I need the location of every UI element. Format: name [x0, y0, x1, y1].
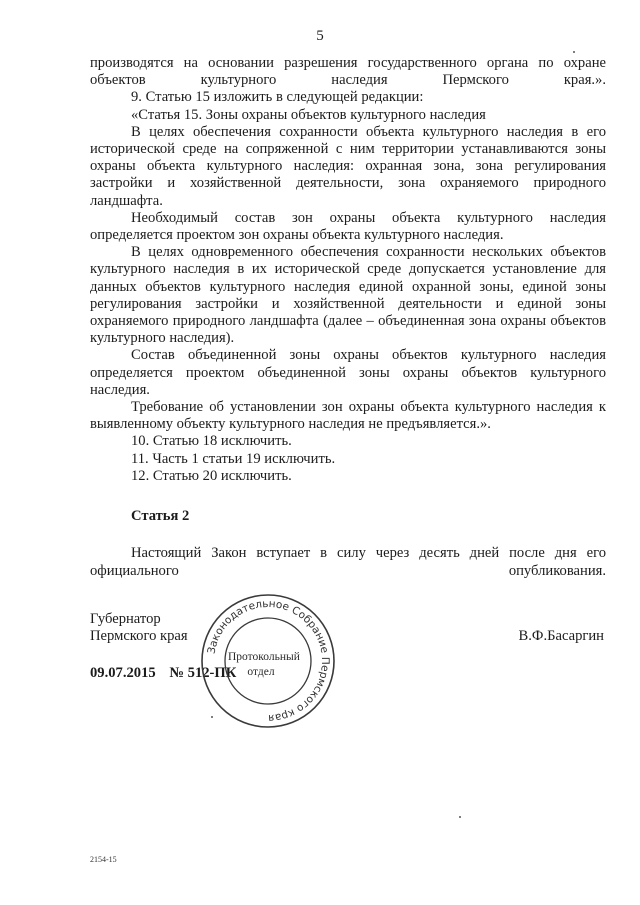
article-15-para-3: В целях одновременного обеспечения сохранности нескольких объектов культурного наследия в их исторической среде допускается установление для данных объектов культурного наследия единой охранной зоны, единой зоны регулирования застройки и хозяйственной деятельности и единой зоны охраняемого природного ландшафта (далее – объединенная зона охраны объектов культурного наследия).: [90, 244, 606, 347]
stamp-center-text: [228, 650, 300, 680]
stamp-ring-text: Законодательное Собрание Пермского края: [205, 597, 332, 725]
scan-speck: [459, 816, 461, 818]
article-1-text: [90, 55, 606, 485]
law-date: 09.07.2015: [90, 665, 156, 681]
paragraph-item-9: 9. Статью 15 изложить в следующей редакции:: [131, 89, 424, 106]
stamp-center-line-1: Протокольный: [228, 651, 300, 663]
paragraph-item-10: 10. Статью 18 исключить.: [131, 433, 292, 450]
page-number: 5: [316, 28, 324, 44]
article-15-para-2: Необходимый состав зон охраны объекта культурного наследия определяется проектом зон охраны объекта культурного наследия.: [90, 209, 606, 244]
law-number: № 512-ПК: [169, 665, 237, 681]
document-reference: 2154-15: [90, 855, 117, 864]
paragraph-continuation: производятся на основании разрешения государственного органа по охране объектов культурного наследия Пермского края.».: [90, 55, 606, 89]
paragraph-item-12: 12. Статью 20 исключить.: [131, 467, 292, 484]
article-15-para-1: В целях обеспечения сохранности объекта культурного наследия в его исторической среде на сопряженной с ним территории устанавливаются зоны охраны объекта культурного наследия: охранная зона, зона регулирования застройки и хозяйственной деятельности, зона охраняемого природного ландшафта.: [90, 123, 606, 209]
article-2-heading: Статья 2: [131, 508, 190, 524]
stamp-center-line-2: отдел: [247, 666, 275, 678]
signatory-title-line-1: Губернатор: [90, 611, 161, 627]
article-2-text: [90, 544, 606, 580]
article-15-para-5: Требование об установлении зон охраны объекта культурного наследия к выявленному объекту культурного наследия не предъявляется.».: [90, 399, 606, 433]
paragraph-item-11: 11. Часть 1 статьи 19 исключить.: [131, 450, 336, 467]
entry-into-force-text: Настоящий Закон вступает в силу через десять дней после дня его официального опубликования.: [90, 545, 606, 579]
signatory-title: [90, 611, 188, 645]
article-15-para-4: Состав объединенной зоны охраны объектов культурного наследия определяется проектом объединенной зоны охраны объектов культурного наследия.: [90, 347, 606, 398]
article-15-title: «Статья 15. Зоны охраны объектов культурного наследия: [131, 106, 486, 123]
scan-speck: [573, 51, 575, 53]
signatory-title-line-2: Пермского края: [90, 628, 188, 644]
signatory-name: В.Ф.Басаргин: [518, 628, 604, 644]
